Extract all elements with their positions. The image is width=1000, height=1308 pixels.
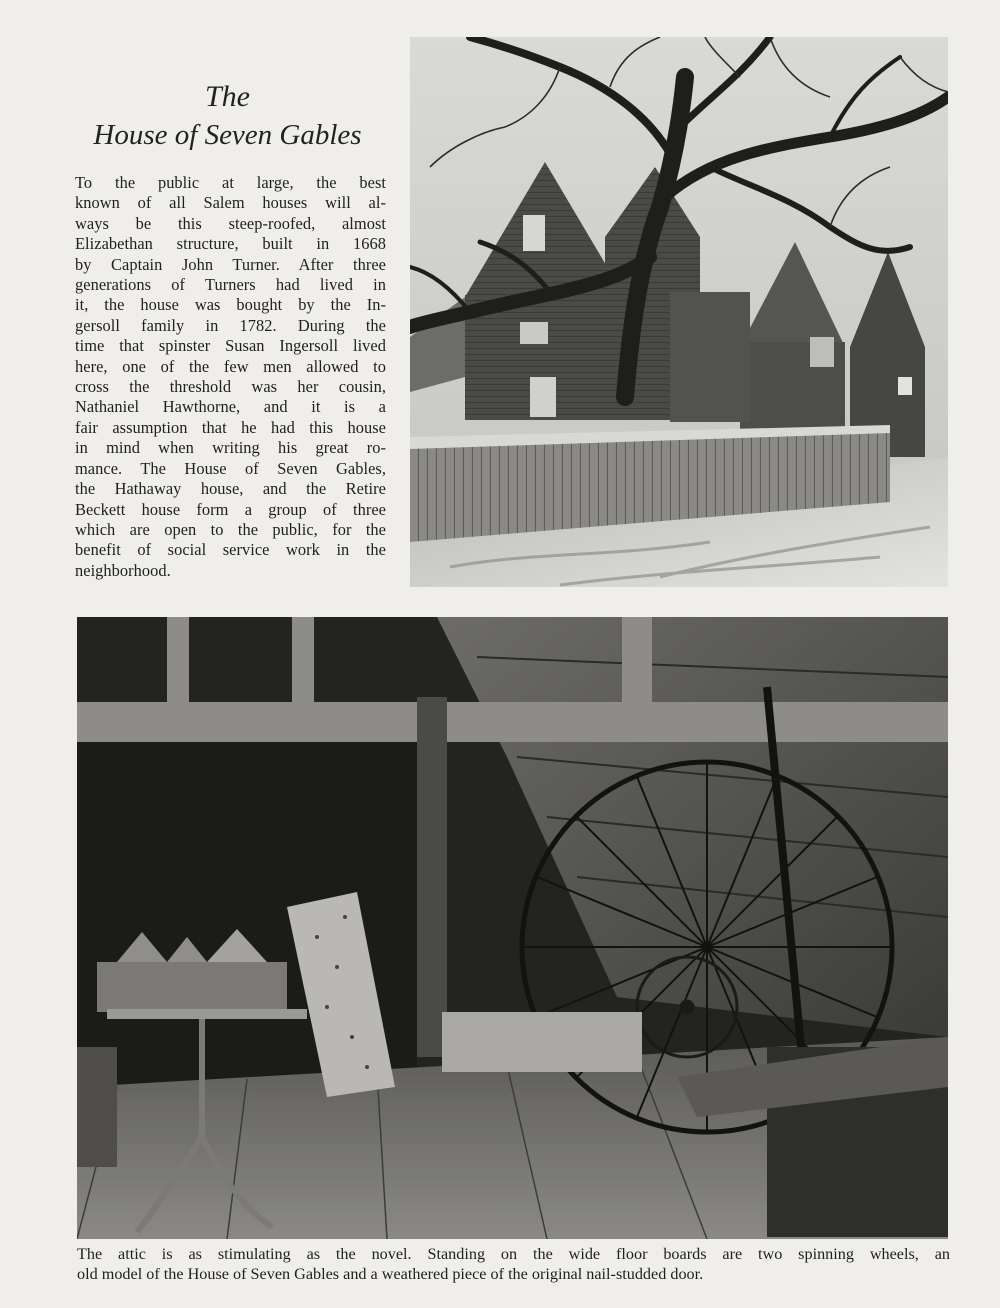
body-line: which are open to the public, for the bbox=[75, 519, 386, 539]
body-line: the Hathaway house, and the Retire bbox=[75, 479, 386, 499]
attic-image bbox=[77, 617, 948, 1239]
house-exterior-photo bbox=[410, 37, 948, 587]
body-line: mance. The House of Seven Gables, bbox=[75, 458, 386, 478]
body-line: gersoll family in 1782. During the bbox=[75, 315, 386, 335]
body-line: neighborhood. bbox=[75, 560, 171, 580]
body-line: Nathaniel Hawthorne, and it is a bbox=[75, 397, 386, 417]
body-line: Elizabethan structure, built in 1668 bbox=[75, 234, 386, 254]
body-line: known of all Salem houses will al- bbox=[75, 193, 386, 213]
body-line: here, one of the few men allowed to bbox=[75, 356, 386, 376]
body-line: Beckett house form a group of three bbox=[75, 499, 386, 519]
body-line: cross the threshold was her cousin, bbox=[75, 377, 386, 397]
body-line: in mind when writing his great ro- bbox=[75, 438, 386, 458]
house-exterior-image bbox=[410, 37, 948, 587]
title-line-2: House of Seven Gables bbox=[93, 119, 362, 151]
article-body bbox=[75, 173, 386, 581]
caption-line-1: The attic is as stimulating as the novel. Standing on the wide floor boards are two spinning wheels, an bbox=[77, 1245, 950, 1263]
body-line: time that spinster Susan Ingersoll lived bbox=[75, 336, 386, 356]
body-line: To the public at large, the best bbox=[75, 173, 386, 192]
body-line: by Captain John Turner. After three bbox=[75, 254, 386, 274]
article-title bbox=[70, 78, 385, 154]
body-line: generations of Turners had lived in bbox=[75, 275, 386, 295]
body-line: benefit of social service work in the bbox=[75, 540, 386, 560]
title-line-1: The bbox=[205, 80, 250, 113]
attic-caption bbox=[77, 1244, 950, 1284]
attic-photo bbox=[77, 617, 948, 1239]
body-line: ways be this steep-roofed, almost bbox=[75, 213, 386, 233]
body-line: it, the house was bought by the In- bbox=[75, 295, 386, 315]
caption-line-2: old model of the House of Seven Gables and a weathered piece of the original nail-studded door. bbox=[77, 1265, 704, 1283]
body-line: fair assumption that he had this house bbox=[75, 417, 386, 437]
